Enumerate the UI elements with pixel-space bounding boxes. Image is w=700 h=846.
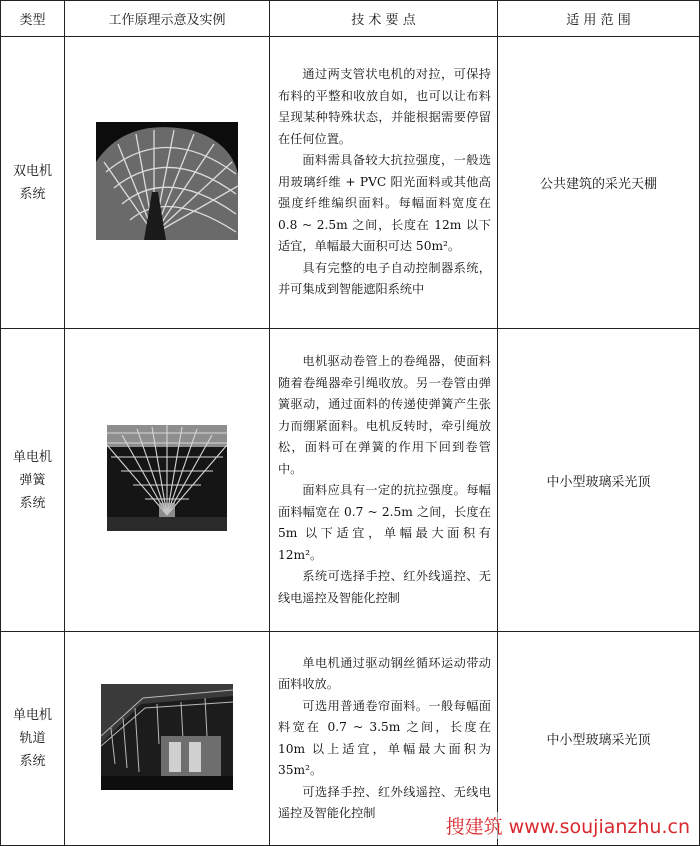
- table-row: [1, 329, 700, 632]
- type-cell: 单电机 轨道 系统: [1, 632, 65, 846]
- site-watermark: 搜建筑 www.soujianzhu.cn: [444, 812, 692, 839]
- type-cell: 单电机 弹簧 系统: [1, 329, 65, 632]
- atrium-roof-photo: [101, 684, 233, 790]
- table-row: [1, 37, 700, 329]
- header-application: 适 用 范 围: [498, 1, 700, 37]
- application-cell: 公共建筑的采光天棚: [498, 37, 700, 329]
- technical-points-cell: 单电机通过驱动钢丝循环运动带动面料收放。 可选用普通卷帘面料。一般每幅面料宽在 0.7 ~ 3.5m 之间，长度在 10m 以上适宜，单幅最大面积为 35m²。 可选择手控、红外线遥控、无线电遥控及智能化控制: [270, 632, 498, 846]
- technical-points-cell: 电机驱动卷管上的卷绳器，使面料随着卷绳器牵引绳收放。另一卷管由弹簧驱动，通过面料的传递使弹簧产生张力而绷紧面料。电机反转时，牵引绳放松，面料可在弹簧的作用下回到卷管中。 面料应具有一定的抗拉强度。每幅面料幅宽在 0.7 ~ 2.5m 之间，长度在 5m 以下适宜，单幅最大面积有 12m²。 系统可选择手控、红外线遥控、无线电遥控及智能化控制: [270, 329, 498, 632]
- type-cell: 双电机 系统: [1, 37, 65, 329]
- application-cell: 中小型玻璃采光顶: [498, 329, 700, 632]
- header-type: 类型: [1, 1, 65, 37]
- example-image-cell: [65, 632, 270, 846]
- technical-points-cell: 通过两支管状电机的对拉，可保持布料的平整和收放自如，也可以让布料呈现某种特殊状态，并能根据需要停留在任何位置。 面料需具备较大抗拉强度，一般选用玻璃纤维 + PVC 阳光面料或其他高强度纤维编织面料。每幅面料宽度在 0.8 ~ 2.5m 之间，长度在 12m 以下适宜，单幅最大面积可达 50m²。 具有完整的电子自动控制器系统，并可集成到智能遮阳系统中: [270, 37, 498, 329]
- header-technical-points: 技 术 要 点: [270, 1, 498, 37]
- example-image-cell: [65, 329, 270, 632]
- example-image-cell: [65, 37, 270, 329]
- glass-roof-photo: [107, 425, 227, 531]
- application-cell: 中小型玻璃采光顶: [498, 632, 700, 846]
- header-principle: 工作原理示意及实例: [65, 1, 270, 37]
- header-row: [1, 1, 700, 37]
- dome-skylight-photo: [96, 122, 238, 240]
